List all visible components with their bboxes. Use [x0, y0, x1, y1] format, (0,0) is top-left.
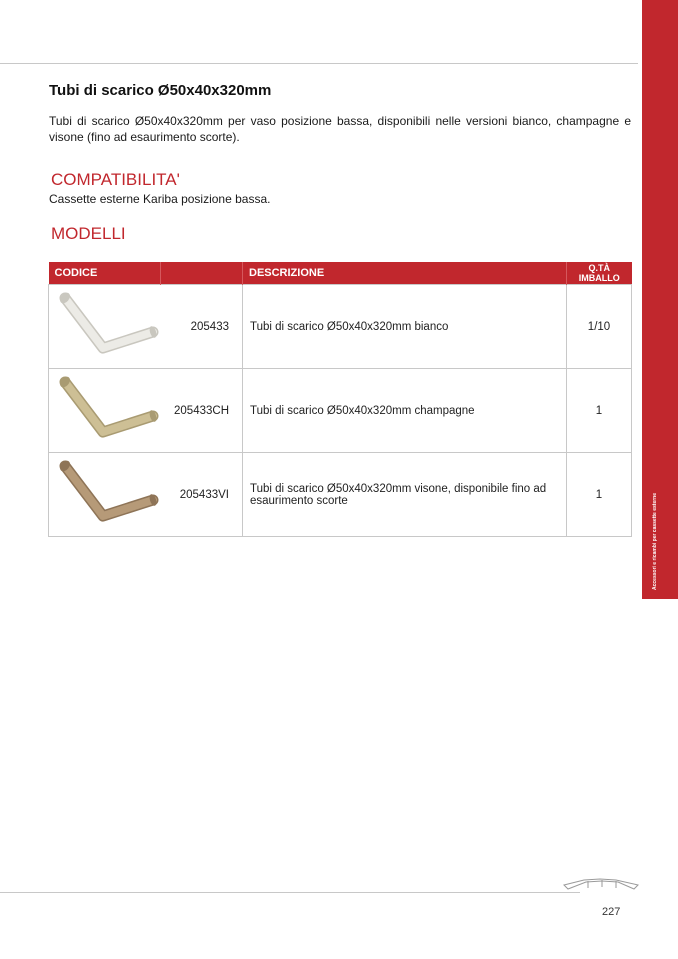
compatibility-heading: COMPATIBILITA' [51, 170, 180, 189]
models-heading: MODELLI [51, 224, 126, 243]
side-tab-label: Accessori e ricambi per cassette esterne [652, 493, 658, 591]
product-code: 205433CH [161, 369, 243, 453]
product-intro: Tubi di scarico Ø50x40x320mm per vaso posizione bassa, disponibili nelle versioni bianco, champagne e visone (fino ad esaurimento scorte). [49, 114, 631, 144]
footer-ornament [562, 876, 640, 894]
models-table [48, 262, 632, 537]
page-number: 227 [602, 906, 621, 918]
product-image-cell [49, 453, 161, 537]
code-column-header: CODICE [49, 262, 161, 285]
top-divider [0, 63, 638, 64]
drain-pipe-image [59, 292, 159, 362]
bottom-divider [0, 892, 580, 893]
description-column-header: DESCRIZIONE [243, 262, 567, 285]
page-title: Tubi di scarico Ø50x40x320mm [49, 82, 272, 99]
packaging-qty: 1/10 [567, 285, 632, 369]
qty-header-line1: Q.TÀ [588, 263, 610, 273]
qty-column-header [567, 262, 632, 285]
table-row [49, 369, 632, 453]
product-description: Tubi di scarico Ø50x40x320mm bianco [243, 285, 567, 369]
product-description: Tubi di scarico Ø50x40x320mm visone, disponibile fino ad esaurimento scorte [243, 453, 567, 537]
table-row [49, 285, 632, 369]
drain-pipe-image [59, 376, 159, 446]
table-row [49, 453, 632, 537]
packaging-qty: 1 [567, 369, 632, 453]
code-column-header-spacer [161, 262, 243, 285]
compatibility-text: Cassette esterne Kariba posizione bassa. [49, 192, 271, 206]
drain-pipe-image [59, 460, 159, 530]
product-description: Tubi di scarico Ø50x40x320mm champagne [243, 369, 567, 453]
product-image-cell [49, 285, 161, 369]
packaging-qty: 1 [567, 453, 632, 537]
product-code: 205433 [161, 285, 243, 369]
product-image-cell [49, 369, 161, 453]
qty-header-line2: IMBALLO [578, 273, 620, 283]
table-header-row [49, 262, 632, 285]
product-code: 205433VI [161, 453, 243, 537]
